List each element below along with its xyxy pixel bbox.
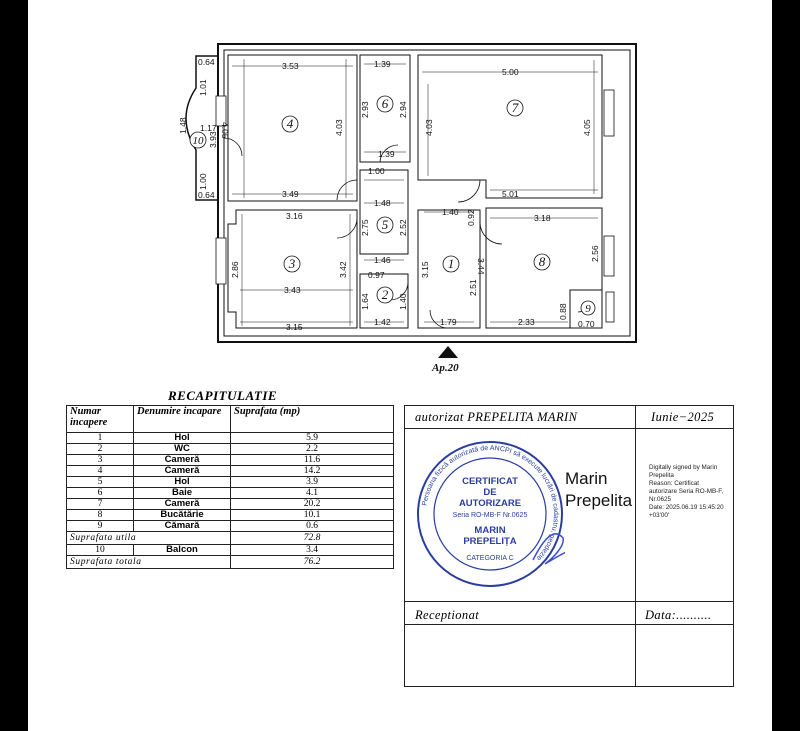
dimension-label: 1.64 xyxy=(360,293,370,310)
dimension-label: 4.03 xyxy=(334,119,344,136)
dimension-label: 5.01 xyxy=(502,189,519,199)
received-label: Receptionat xyxy=(415,608,480,622)
dimension-label: 1.40 xyxy=(398,293,408,310)
window xyxy=(606,292,614,322)
room-number-6: 6 xyxy=(381,96,389,111)
dimension-label: 1.40 xyxy=(442,207,459,217)
document-date: Iunie−2025 xyxy=(651,410,715,424)
stamp-line4: Seria RO-MB-F Nr.0625 xyxy=(452,512,528,519)
util-value: 72.8 xyxy=(231,532,394,545)
apartment-label: Ap.20 xyxy=(432,362,459,374)
dimension-label: 1.46 xyxy=(374,255,391,265)
dimension-label: 1.00 xyxy=(368,166,385,176)
dimension-label: 0.88 xyxy=(558,303,568,320)
util-row xyxy=(67,532,394,545)
dimension-label: 3.42 xyxy=(338,261,348,278)
stamp-category: CATEGORIA C xyxy=(466,555,514,562)
dimension-label: 1.39 xyxy=(378,149,395,159)
total-row xyxy=(67,556,394,569)
table-row: 4 Cameră 14.2 xyxy=(67,466,394,477)
dimension-label: 1.39 xyxy=(374,59,391,69)
dimension-label: 4.05 xyxy=(582,119,592,136)
dimension-label: 4.05 xyxy=(220,122,230,139)
entrance-arrow xyxy=(438,346,458,358)
dimension-label: 0.92 xyxy=(466,209,476,226)
authorized-label: autorizat PREPELITA MARIN xyxy=(415,410,578,424)
digital-signature-info: Digitally signed by Marin Prepelita Reason: Certificat autorizare Seria RO-MB-F, Nr.0625 Date: 2025.06.19 15:45:20 +03'00' xyxy=(649,464,724,519)
col-header-area: Suprafata (mp) xyxy=(231,406,394,433)
dimension-label: 1.42 xyxy=(374,317,391,327)
dimension-label: 2.51 xyxy=(468,279,478,296)
dimension-label: 3.15 xyxy=(420,261,430,278)
authorization-box xyxy=(404,405,734,687)
dimension-label: 3.44 xyxy=(476,258,486,275)
signer-name: Marin Prepelita xyxy=(565,469,633,510)
room-number-10: 10 xyxy=(192,135,204,147)
recap-table xyxy=(66,405,394,569)
door-swing xyxy=(224,138,242,156)
window xyxy=(604,236,614,276)
table-row: 5 Hol 3.9 xyxy=(67,477,394,488)
window xyxy=(216,238,226,284)
dimension-label: 1.79 xyxy=(440,317,457,327)
total-label: Suprafata totala xyxy=(67,556,231,569)
dimension-label: 3.15 xyxy=(286,322,303,332)
room-number-3: 3 xyxy=(288,256,296,271)
room-number-4: 4 xyxy=(286,116,294,131)
table-row: 8 Bucătărie 10.1 xyxy=(67,510,394,521)
table-row: 1 Hol 5.9 xyxy=(67,433,394,444)
dimension-label: 1.01 xyxy=(198,79,208,96)
table-row: 2 WC 2.2 xyxy=(67,444,394,455)
door-swing xyxy=(480,222,502,244)
dimension-label: 3.43 xyxy=(284,285,301,295)
dimension-label: 2.56 xyxy=(590,245,600,262)
door-swing xyxy=(337,218,357,238)
dimension-label: 0.70 xyxy=(578,319,595,329)
dimension-label: 2.94 xyxy=(398,101,408,118)
dimension-label: 2.52 xyxy=(398,219,408,236)
room-5-outline xyxy=(360,170,408,254)
dimension-label: 2.93 xyxy=(360,101,370,118)
room-number-1: 1 xyxy=(447,256,455,271)
table-row: 10 Balcon 3.4 xyxy=(67,545,394,556)
dimension-label: 4.03 xyxy=(424,119,434,136)
stamp-line5: MARIN xyxy=(474,525,506,536)
document-page xyxy=(28,0,772,731)
util-label: Suprafata utila xyxy=(67,532,231,545)
stamp-line1: CERTIFICAT xyxy=(462,476,518,487)
table-row: 3 Cameră 11.6 xyxy=(67,455,394,466)
dimension-label: 3.18 xyxy=(534,213,551,223)
dimension-label: 3.93 xyxy=(208,131,218,148)
dimension-label: 3.53 xyxy=(282,61,299,71)
dimension-label: 1.17 xyxy=(200,123,217,133)
data-label: Data:.......... xyxy=(645,608,712,622)
dimension-label: 5.00 xyxy=(502,67,519,77)
table-row: 9 Cămară 0.6 xyxy=(67,521,394,532)
col-header-number: Numar incapere xyxy=(67,406,134,433)
dimension-label: 0.64 xyxy=(198,57,215,67)
stamp-line6: PREPELIȚA xyxy=(463,536,517,547)
dimension-label: 1.48 xyxy=(374,198,391,208)
dimension-label: 1.48 xyxy=(178,117,188,134)
stamp-line3: AUTORIZARE xyxy=(458,498,522,509)
room-number-2: 2 xyxy=(381,287,389,302)
room-number-5: 5 xyxy=(381,217,389,232)
outer-wall xyxy=(218,44,636,342)
col-header-name: Denumire incapare xyxy=(134,406,231,433)
total-value: 76.2 xyxy=(231,556,394,569)
dimension-label: 0.97 xyxy=(368,270,385,280)
window xyxy=(604,90,614,136)
dimension-label: 2.33 xyxy=(518,317,535,327)
room-number-7: 7 xyxy=(511,100,519,115)
dimension-label: 2.75 xyxy=(360,219,370,236)
stamp-line2: DE xyxy=(483,487,497,498)
floor-plan xyxy=(28,0,772,380)
dimension-label: 0.64 xyxy=(198,190,215,200)
dimension-label: 3.16 xyxy=(286,211,303,221)
dimension-label: 2.86 xyxy=(230,261,240,278)
table-row: 7 Cameră 20.2 xyxy=(67,499,394,510)
door-swing xyxy=(337,180,357,200)
door-swing xyxy=(458,180,480,202)
recap-title: RECAPITULATIE xyxy=(168,388,278,403)
dimension-label: 3.49 xyxy=(282,189,299,199)
room-number-9: 9 xyxy=(585,303,591,315)
table-row: 6 Baie 4.1 xyxy=(67,488,394,499)
room-number-8: 8 xyxy=(538,254,546,269)
dimension-label: 1.00 xyxy=(198,173,208,190)
authorization-stamp xyxy=(415,432,565,592)
stamp-ring-text: Persoana fizică autorizată de ANCPI să execute lucrări de cadastru, geodezie xyxy=(421,444,560,562)
